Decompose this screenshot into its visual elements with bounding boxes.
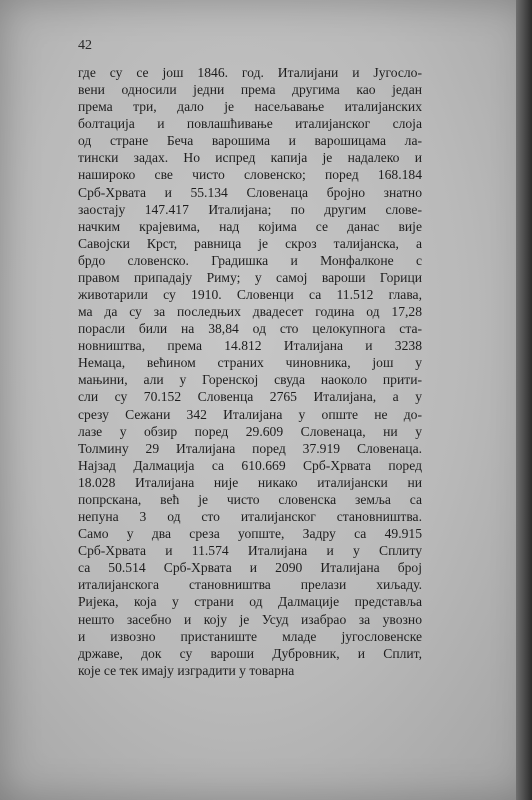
text-line: нашироко све чисто словенско; поред 168.184 [78,167,422,183]
text-line: заостају 147.417 Италијана; по другим слове- [78,201,422,217]
page-number: 42 [78,38,92,53]
text-line: болтација и повлашћивање италијанског слоја [78,116,422,132]
text-line: Ријека, која у страни од Далмације представља [78,594,422,610]
text-line: правом припадају Риму; у самој вароши Горици [78,269,422,285]
text-line: порасли били на 38,84 од сто целокупнога ста- [78,321,422,337]
text-line: вени односили једни према другима као један [78,82,422,98]
body-text [78,64,422,679]
text-line: срезу Сежани 342 Италијана у опште не до- [78,406,422,422]
text-line: тински задах. Но испред капија је надалеко и [78,150,422,166]
text-line: Немаца, већином страних чиновника, још у [78,355,422,371]
text-line: лазе у обзир поред 29.609 Словенаца, ни у [78,423,422,439]
text-line: италијанскога становништва прелази хиљаду. [78,577,422,593]
text-line: животарили су 1910. Словенци са 11.512 глава, [78,287,422,303]
text-line: Само у два среза уопште, Задру са 49.915 [78,526,422,542]
book-spine-shadow [516,0,532,800]
text-line: према три, дало је насељавање италијанских [78,99,422,115]
text-line: Најзад Далмација са 610.669 Срб-Хрвата поред [78,457,422,473]
text-line: мањини, али у Горенској свуда наоколо прити- [78,372,422,388]
text-line: где су се још 1846. год. Италијани и Југосло- [78,65,422,80]
text-line: које се тек имају изградити у товарна [78,662,295,678]
text-line: попрскана, већ је чисто словенска земља са [78,491,422,507]
text-line: 18.028 Италијана није никако италијански ни [78,474,422,490]
text-line: Срб-Хрвата и 55.134 Словенаца бројно знатно [78,184,422,200]
text-line: непуна 3 од сто италијанског становништва. [78,509,422,525]
text-line: Срб-Хрвата и 11.574 Италијана и у Сплиту [78,543,422,559]
text-line: новништва, према 14.812 Италијана и 3238 [78,338,422,354]
text-line: Толмину 29 Италијана поред 37.919 Словенаца. [78,440,422,456]
text-line: и извозно пристаниште младе југословенске [78,628,422,644]
text-line: од стране Беча варошима и варошицама ла- [78,133,422,149]
text-line: нешто засебно и коју је Усуд изабрао за увозно [78,611,422,627]
text-line: брдо словенско. Градишка и Монфалконе с [78,252,422,268]
text-line: Савојски Крст, равница је скроз талијанска, а [78,235,422,251]
text-line: са 50.514 Срб-Хрвата и 2090 Италијана број [78,560,422,576]
text-line: сли су 70.152 Словенца 2765 Италијана, а у [78,389,422,405]
text-line: начким крајевима, над којима се данас вије [78,218,422,234]
text-line: ма да су за последњих двадесет година од 17,28 [78,304,422,320]
text-line: државе, док су вароши Дубровник, и Сплит, [78,645,422,661]
